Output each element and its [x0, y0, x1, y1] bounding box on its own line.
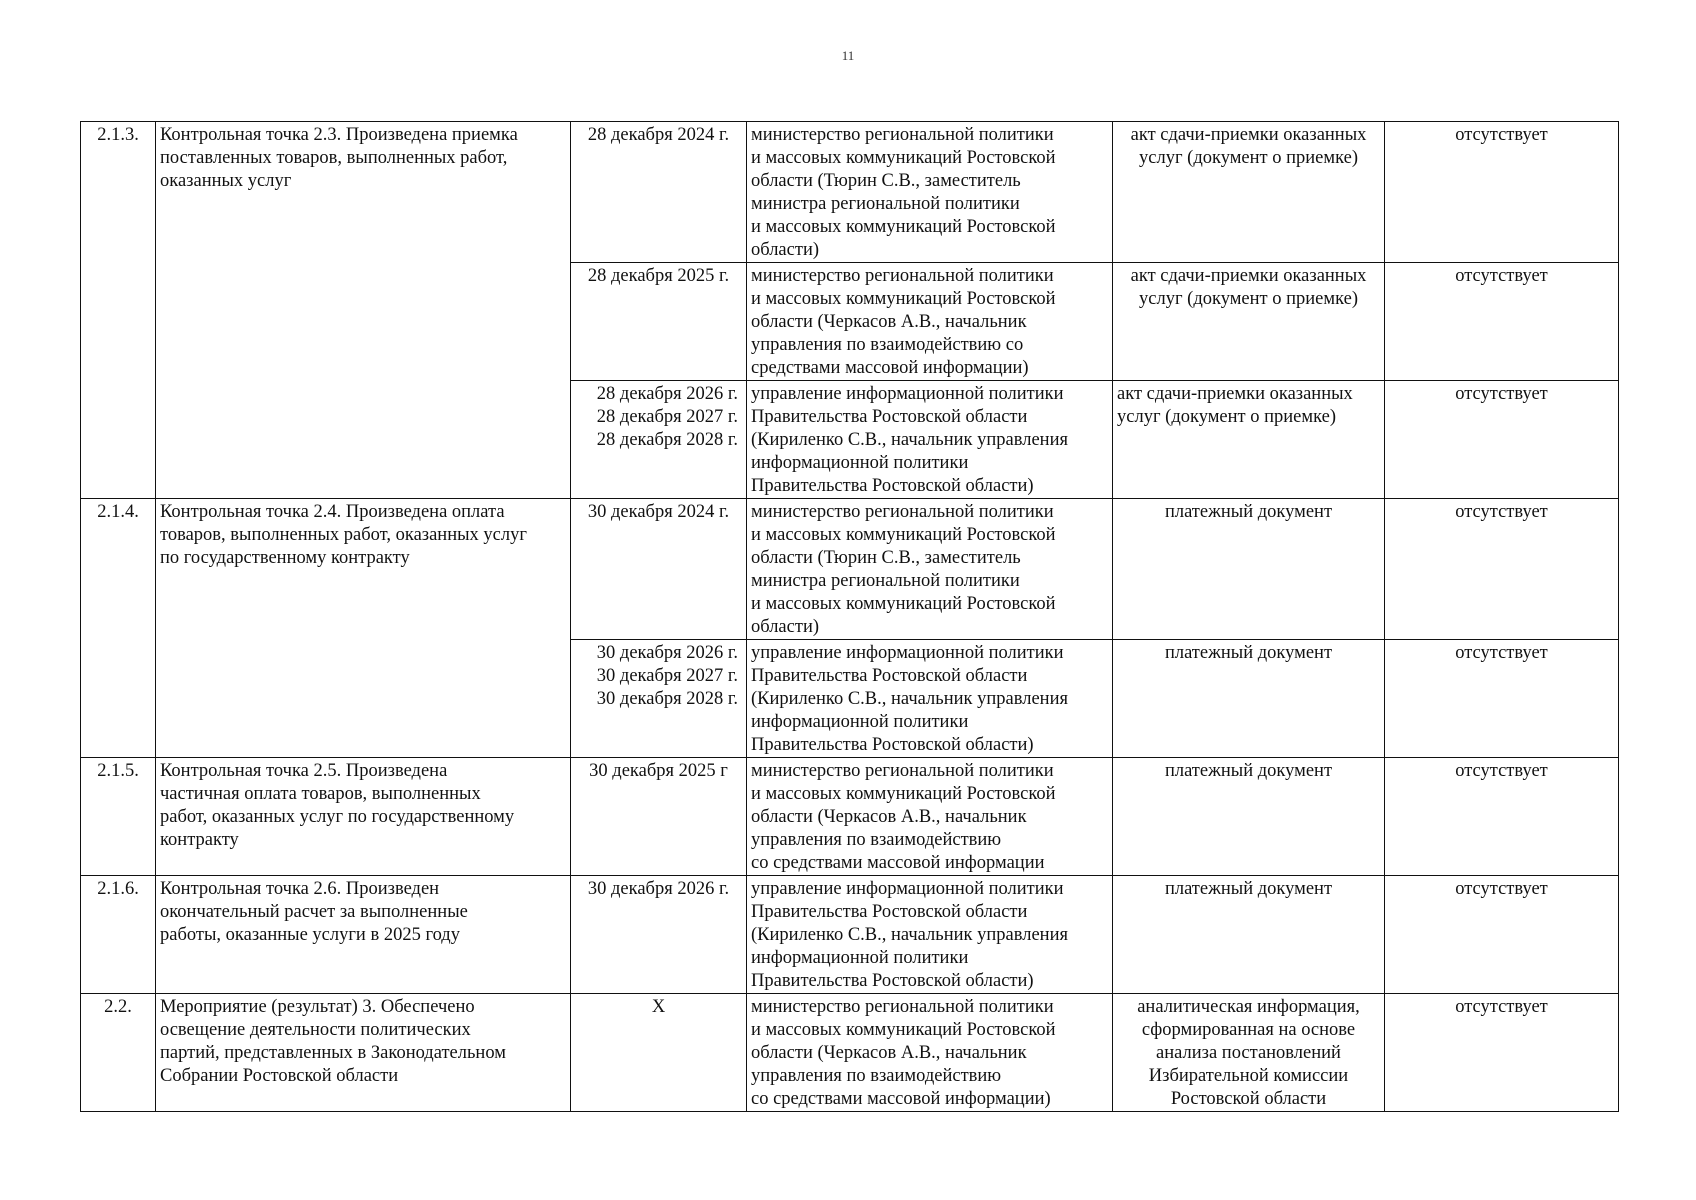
- deadline-date: 30 декабря 2026 г.: [596, 643, 738, 663]
- info-system-cell: отсутствует: [1385, 994, 1619, 1112]
- text-line: услуг (документ о приемке): [1117, 407, 1336, 427]
- info-system-cell: отсутствует: [1385, 122, 1619, 263]
- text-line: области (Тюрин С.В., заместитель: [751, 548, 1021, 568]
- document-cell: [1113, 758, 1385, 876]
- document-cell: [1113, 122, 1385, 263]
- text-line: платежный документ: [1164, 643, 1333, 663]
- page-number: 11: [841, 48, 855, 63]
- row-number: 2.1.3.: [81, 122, 156, 499]
- text-line: платежный документ: [1164, 502, 1333, 522]
- text-line: области (Черкасов А.В., начальник: [751, 312, 1027, 332]
- responsible-cell: [747, 263, 1113, 381]
- text-line: министерство региональной политики: [751, 761, 1054, 781]
- row-number: 2.1.4.: [81, 499, 156, 758]
- control-points-table: [80, 121, 1619, 1112]
- deadline-date: X: [651, 997, 666, 1017]
- text-line: министерство региональной политики: [751, 997, 1054, 1017]
- responsible-cell: [747, 122, 1113, 263]
- text-line: и массовых коммуникаций Ростовской: [751, 289, 1056, 309]
- text-line: освещение деятельности политических: [160, 1020, 471, 1040]
- text-line: области): [751, 240, 820, 260]
- table-row: [81, 122, 1619, 263]
- text-line: информационной политики: [751, 948, 969, 968]
- deadline-date: 30 декабря 2025 г: [589, 761, 728, 781]
- text-line: области): [751, 617, 820, 637]
- row-number: 2.1.5.: [81, 758, 156, 876]
- deadline-cell: [571, 381, 747, 499]
- deadline-cell: [571, 758, 747, 876]
- document-cell: [1113, 381, 1385, 499]
- table-row: [81, 994, 1619, 1112]
- text-line: Правительства Ростовской области: [751, 902, 1028, 922]
- text-line: Правительства Ростовской области): [751, 971, 1034, 991]
- text-line: Правительства Ростовской области): [751, 476, 1034, 496]
- text-line: министра региональной политики: [751, 194, 1020, 214]
- table-row: [81, 499, 1619, 640]
- text-line: акт сдачи-приемки оказанных: [1130, 125, 1367, 145]
- text-line: и массовых коммуникаций Ростовской: [751, 1020, 1056, 1040]
- text-line: управления по взаимодействию со: [751, 335, 1024, 355]
- responsible-cell: [747, 758, 1113, 876]
- text-line: области (Черкасов А.В., начальник: [751, 1043, 1027, 1063]
- text-line: платежный документ: [1164, 879, 1333, 899]
- deadline-date: 30 декабря 2027 г.: [596, 666, 738, 686]
- deadline-date: 30 декабря 2026 г.: [587, 879, 730, 899]
- text-line: управление информационной политики: [751, 384, 1064, 404]
- text-line: области (Тюрин С.В., заместитель: [751, 171, 1021, 191]
- row-number: 2.1.6.: [81, 876, 156, 994]
- text-line: Контрольная точка 2.3. Произведена приемка: [160, 125, 518, 145]
- control-point-name: [156, 499, 571, 758]
- info-system-cell: отсутствует: [1385, 381, 1619, 499]
- text-line: Контрольная точка 2.4. Произведена оплата: [160, 502, 505, 522]
- text-line: работ, оказанных услуг по государственному: [160, 807, 515, 827]
- text-line: со средствами массовой информации): [751, 1089, 1051, 1109]
- text-line: платежный документ: [1164, 761, 1333, 781]
- text-line: министерство региональной политики: [751, 266, 1054, 286]
- text-line: Ростовской области: [1170, 1089, 1327, 1109]
- info-system-cell: отсутствует: [1385, 499, 1619, 640]
- table-row: [81, 876, 1619, 994]
- deadline-date: 30 декабря 2028 г.: [596, 689, 738, 709]
- deadline-cell: [571, 263, 747, 381]
- text-line: и массовых коммуникаций Ростовской: [751, 784, 1056, 804]
- text-line: информационной политики: [751, 453, 969, 473]
- text-line: и массовых коммуникаций Ростовской: [751, 594, 1056, 614]
- text-line: акт сдачи-приемки оказанных: [1130, 266, 1367, 286]
- text-line: министра региональной политики: [751, 571, 1020, 591]
- info-system-cell: отсутствует: [1385, 640, 1619, 758]
- deadline-cell: [571, 994, 747, 1112]
- deadline-date: 28 декабря 2028 г.: [596, 430, 738, 450]
- control-point-name: [156, 876, 571, 994]
- text-line: контракту: [160, 830, 239, 850]
- deadline-cell: [571, 499, 747, 640]
- row-number: 2.2.: [81, 994, 156, 1112]
- info-system-cell: отсутствует: [1385, 263, 1619, 381]
- deadline-cell: [571, 876, 747, 994]
- info-system-cell: отсутствует: [1385, 876, 1619, 994]
- document-cell: [1113, 499, 1385, 640]
- text-line: товаров, выполненных работ, оказанных услуг: [160, 525, 527, 545]
- text-line: и массовых коммуникаций Ростовской: [751, 148, 1056, 168]
- text-line: Контрольная точка 2.6. Произведен: [160, 879, 440, 899]
- text-line: Мероприятие (результат) 3. Обеспечено: [160, 997, 475, 1017]
- control-point-name: [156, 758, 571, 876]
- deadline-date: 30 декабря 2024 г.: [587, 502, 730, 522]
- responsible-cell: [747, 876, 1113, 994]
- activity-name: [156, 994, 571, 1112]
- deadline-date: 28 декабря 2027 г.: [596, 407, 738, 427]
- text-line: области (Черкасов А.В., начальник: [751, 807, 1027, 827]
- text-line: (Кириленко С.В., начальник управления: [751, 430, 1068, 450]
- text-line: министерство региональной политики: [751, 125, 1054, 145]
- text-line: Правительства Ростовской области: [751, 666, 1028, 686]
- text-line: Собрании Ростовской области: [160, 1066, 399, 1086]
- responsible-cell: [747, 499, 1113, 640]
- text-line: со средствами массовой информации: [751, 853, 1045, 873]
- text-line: услуг (документ о приемке): [1139, 148, 1358, 168]
- text-line: Избирательной комиссии: [1148, 1066, 1349, 1086]
- responsible-cell: [747, 994, 1113, 1112]
- text-line: (Кириленко С.В., начальник управления: [751, 689, 1068, 709]
- text-line: Правительства Ростовской области): [751, 735, 1034, 755]
- text-line: сформированная на основе: [1141, 1020, 1356, 1040]
- info-system-cell: отсутствует: [1385, 758, 1619, 876]
- text-line: Контрольная точка 2.5. Произведена: [160, 761, 448, 781]
- table-row: [81, 758, 1619, 876]
- text-line: работы, оказанные услуги в 2025 году: [160, 925, 460, 945]
- deadline-date: 28 декабря 2024 г.: [587, 125, 730, 145]
- text-line: по государственному контракту: [160, 548, 410, 568]
- text-line: аналитическая информация,: [1137, 997, 1360, 1017]
- text-line: Правительства Ростовской области: [751, 407, 1028, 427]
- text-line: министерство региональной политики: [751, 502, 1054, 522]
- responsible-cell: [747, 381, 1113, 499]
- text-line: управления по взаимодействию: [751, 830, 1002, 850]
- text-line: анализа постановлений: [1156, 1043, 1341, 1063]
- text-line: (Кириленко С.В., начальник управления: [751, 925, 1068, 945]
- text-line: и массовых коммуникаций Ростовской: [751, 217, 1056, 237]
- text-line: услуг (документ о приемке): [1139, 289, 1358, 309]
- text-line: и массовых коммуникаций Ростовской: [751, 525, 1056, 545]
- text-line: окончательный расчет за выполненные: [160, 902, 468, 922]
- text-line: акт сдачи-приемки оказанных: [1117, 384, 1353, 404]
- text-line: средствами массовой информации): [751, 358, 1029, 378]
- responsible-cell: [747, 640, 1113, 758]
- text-line: частичная оплата товаров, выполненных: [160, 784, 481, 804]
- document-cell: [1113, 640, 1385, 758]
- control-point-name: [156, 122, 571, 499]
- text-line: управление информационной политики: [751, 643, 1064, 663]
- deadline-cell: [571, 122, 747, 263]
- document-cell: [1113, 263, 1385, 381]
- document-cell: [1113, 876, 1385, 994]
- text-line: управление информационной политики: [751, 879, 1064, 899]
- text-line: управления по взаимодействию: [751, 1066, 1002, 1086]
- deadline-date: 28 декабря 2025 г.: [587, 266, 730, 286]
- text-line: партий, представленных в Законодательном: [160, 1043, 506, 1063]
- text-line: оказанных услуг: [160, 171, 292, 191]
- deadline-date: 28 декабря 2026 г.: [596, 384, 738, 404]
- text-line: поставленных товаров, выполненных работ,: [160, 148, 508, 168]
- document-cell: [1113, 994, 1385, 1112]
- text-line: информационной политики: [751, 712, 969, 732]
- deadline-cell: [571, 640, 747, 758]
